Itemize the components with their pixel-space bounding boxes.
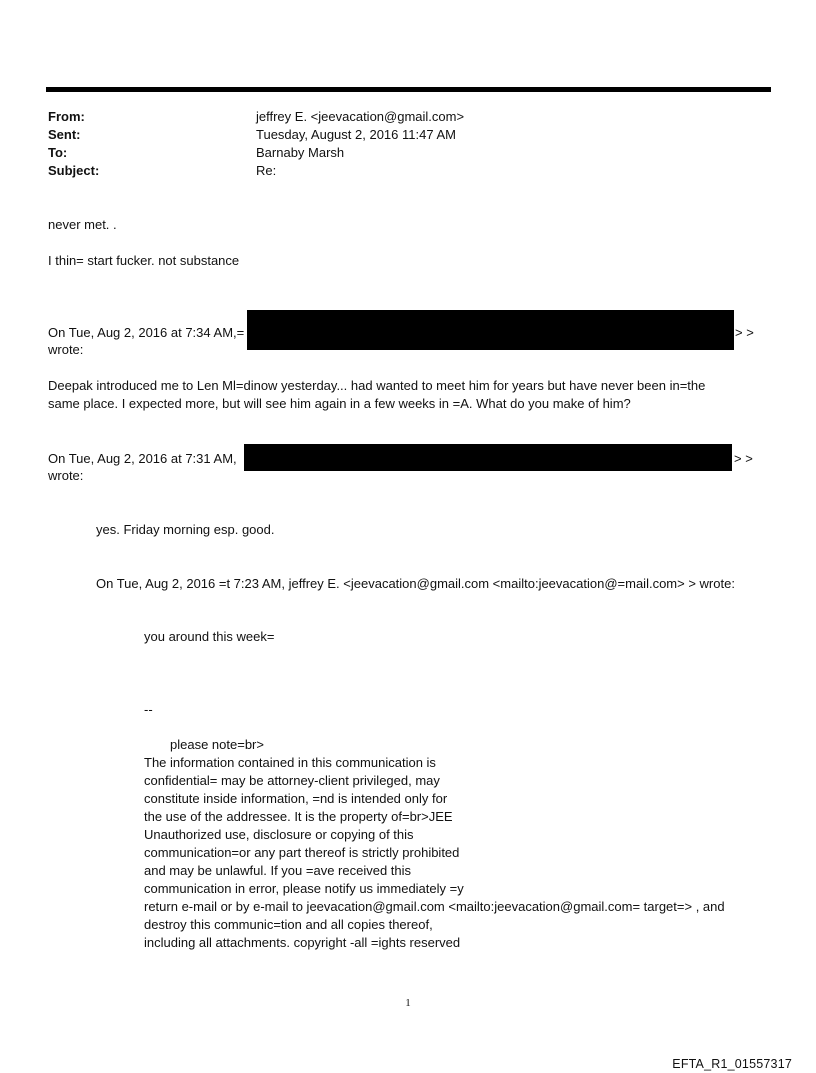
disclaimer-block bbox=[144, 754, 784, 952]
sent-value: Tuesday, August 2, 2016 11:47 AM bbox=[256, 127, 456, 142]
paragraph-line-2: same place. I expected more, but will see him again in a few weeks in =A. What do you make of him? bbox=[48, 396, 631, 411]
quote3: On Tue, Aug 2, 2016 =t 7:23 AM, jeffrey E. <jeevacation@gmail.com <mailto:jeevacation@=mail.com> > wrote: bbox=[96, 576, 735, 591]
disclaimer-line: destroy this communic=tion and all copies thereof, bbox=[144, 917, 433, 932]
disclaimer-line: communication in error, please notify us immediately =y bbox=[144, 881, 464, 896]
disclaimer-line: the use of the addressee. It is the property of=br>JEE bbox=[144, 809, 453, 824]
quote1-prefix: On Tue, Aug 2, 2016 at 7:34 AM,= bbox=[48, 325, 245, 340]
signature-dash: -- bbox=[144, 702, 153, 717]
body-line-1: never met. . bbox=[48, 217, 117, 232]
redaction-block bbox=[244, 444, 732, 471]
disclaimer-line: return e-mail or by e-mail to jeevacation@gmail.com <mailto:jeevacation@gmail.com= target=> , and bbox=[144, 899, 725, 914]
disclaimer-line: constitute inside information, =nd is intended only for bbox=[144, 791, 448, 806]
body-line-2: I thin= start fucker. not substance bbox=[48, 253, 240, 268]
quote2-wrote: wrote: bbox=[48, 468, 84, 483]
from-label: From: bbox=[48, 109, 85, 124]
quote2-prefix: On Tue, Aug 2, 2016 at 7:31 AM, bbox=[48, 451, 237, 466]
page-number: 1 bbox=[405, 997, 411, 1009]
quote2-suffix: > > bbox=[734, 451, 753, 466]
reply-1: yes. Friday morning esp. good. bbox=[96, 522, 275, 537]
subject-label: Subject: bbox=[48, 163, 100, 178]
to-label: To: bbox=[48, 145, 68, 160]
please-note: please note=br> bbox=[170, 737, 264, 752]
quote1-wrote: wrote: bbox=[48, 342, 84, 357]
disclaimer-line: confidential= may be attorney-client privileged, may bbox=[144, 773, 440, 788]
reply-2: you around this week= bbox=[144, 629, 275, 644]
disclaimer-line: communication=or any part thereof is strictly prohibited bbox=[144, 845, 460, 860]
quote1-suffix: > > bbox=[735, 325, 754, 340]
redaction-block bbox=[247, 310, 734, 350]
sent-label: Sent: bbox=[48, 127, 81, 142]
paragraph-line-1: Deepak introduced me to Len Ml=dinow yesterday... had wanted to meet him for years but have never been in=the bbox=[48, 378, 706, 393]
disclaimer-line: Unauthorized use, disclosure or copying of this bbox=[144, 827, 414, 842]
email-header bbox=[48, 108, 768, 180]
header-rule bbox=[46, 87, 771, 92]
disclaimer-line: and may be unlawful. If you =ave received this bbox=[144, 863, 412, 878]
disclaimer-line: including all attachments. copyright -all =ights reserved bbox=[144, 935, 461, 950]
document-id: EFTA_R1_01557317 bbox=[672, 1057, 792, 1071]
to-value: Barnaby Marsh bbox=[256, 145, 345, 160]
subject-value: Re: bbox=[256, 163, 277, 178]
disclaimer-line: The information contained in this communication is bbox=[144, 755, 436, 770]
from-value: jeffrey E. <jeevacation@gmail.com> bbox=[256, 109, 465, 124]
